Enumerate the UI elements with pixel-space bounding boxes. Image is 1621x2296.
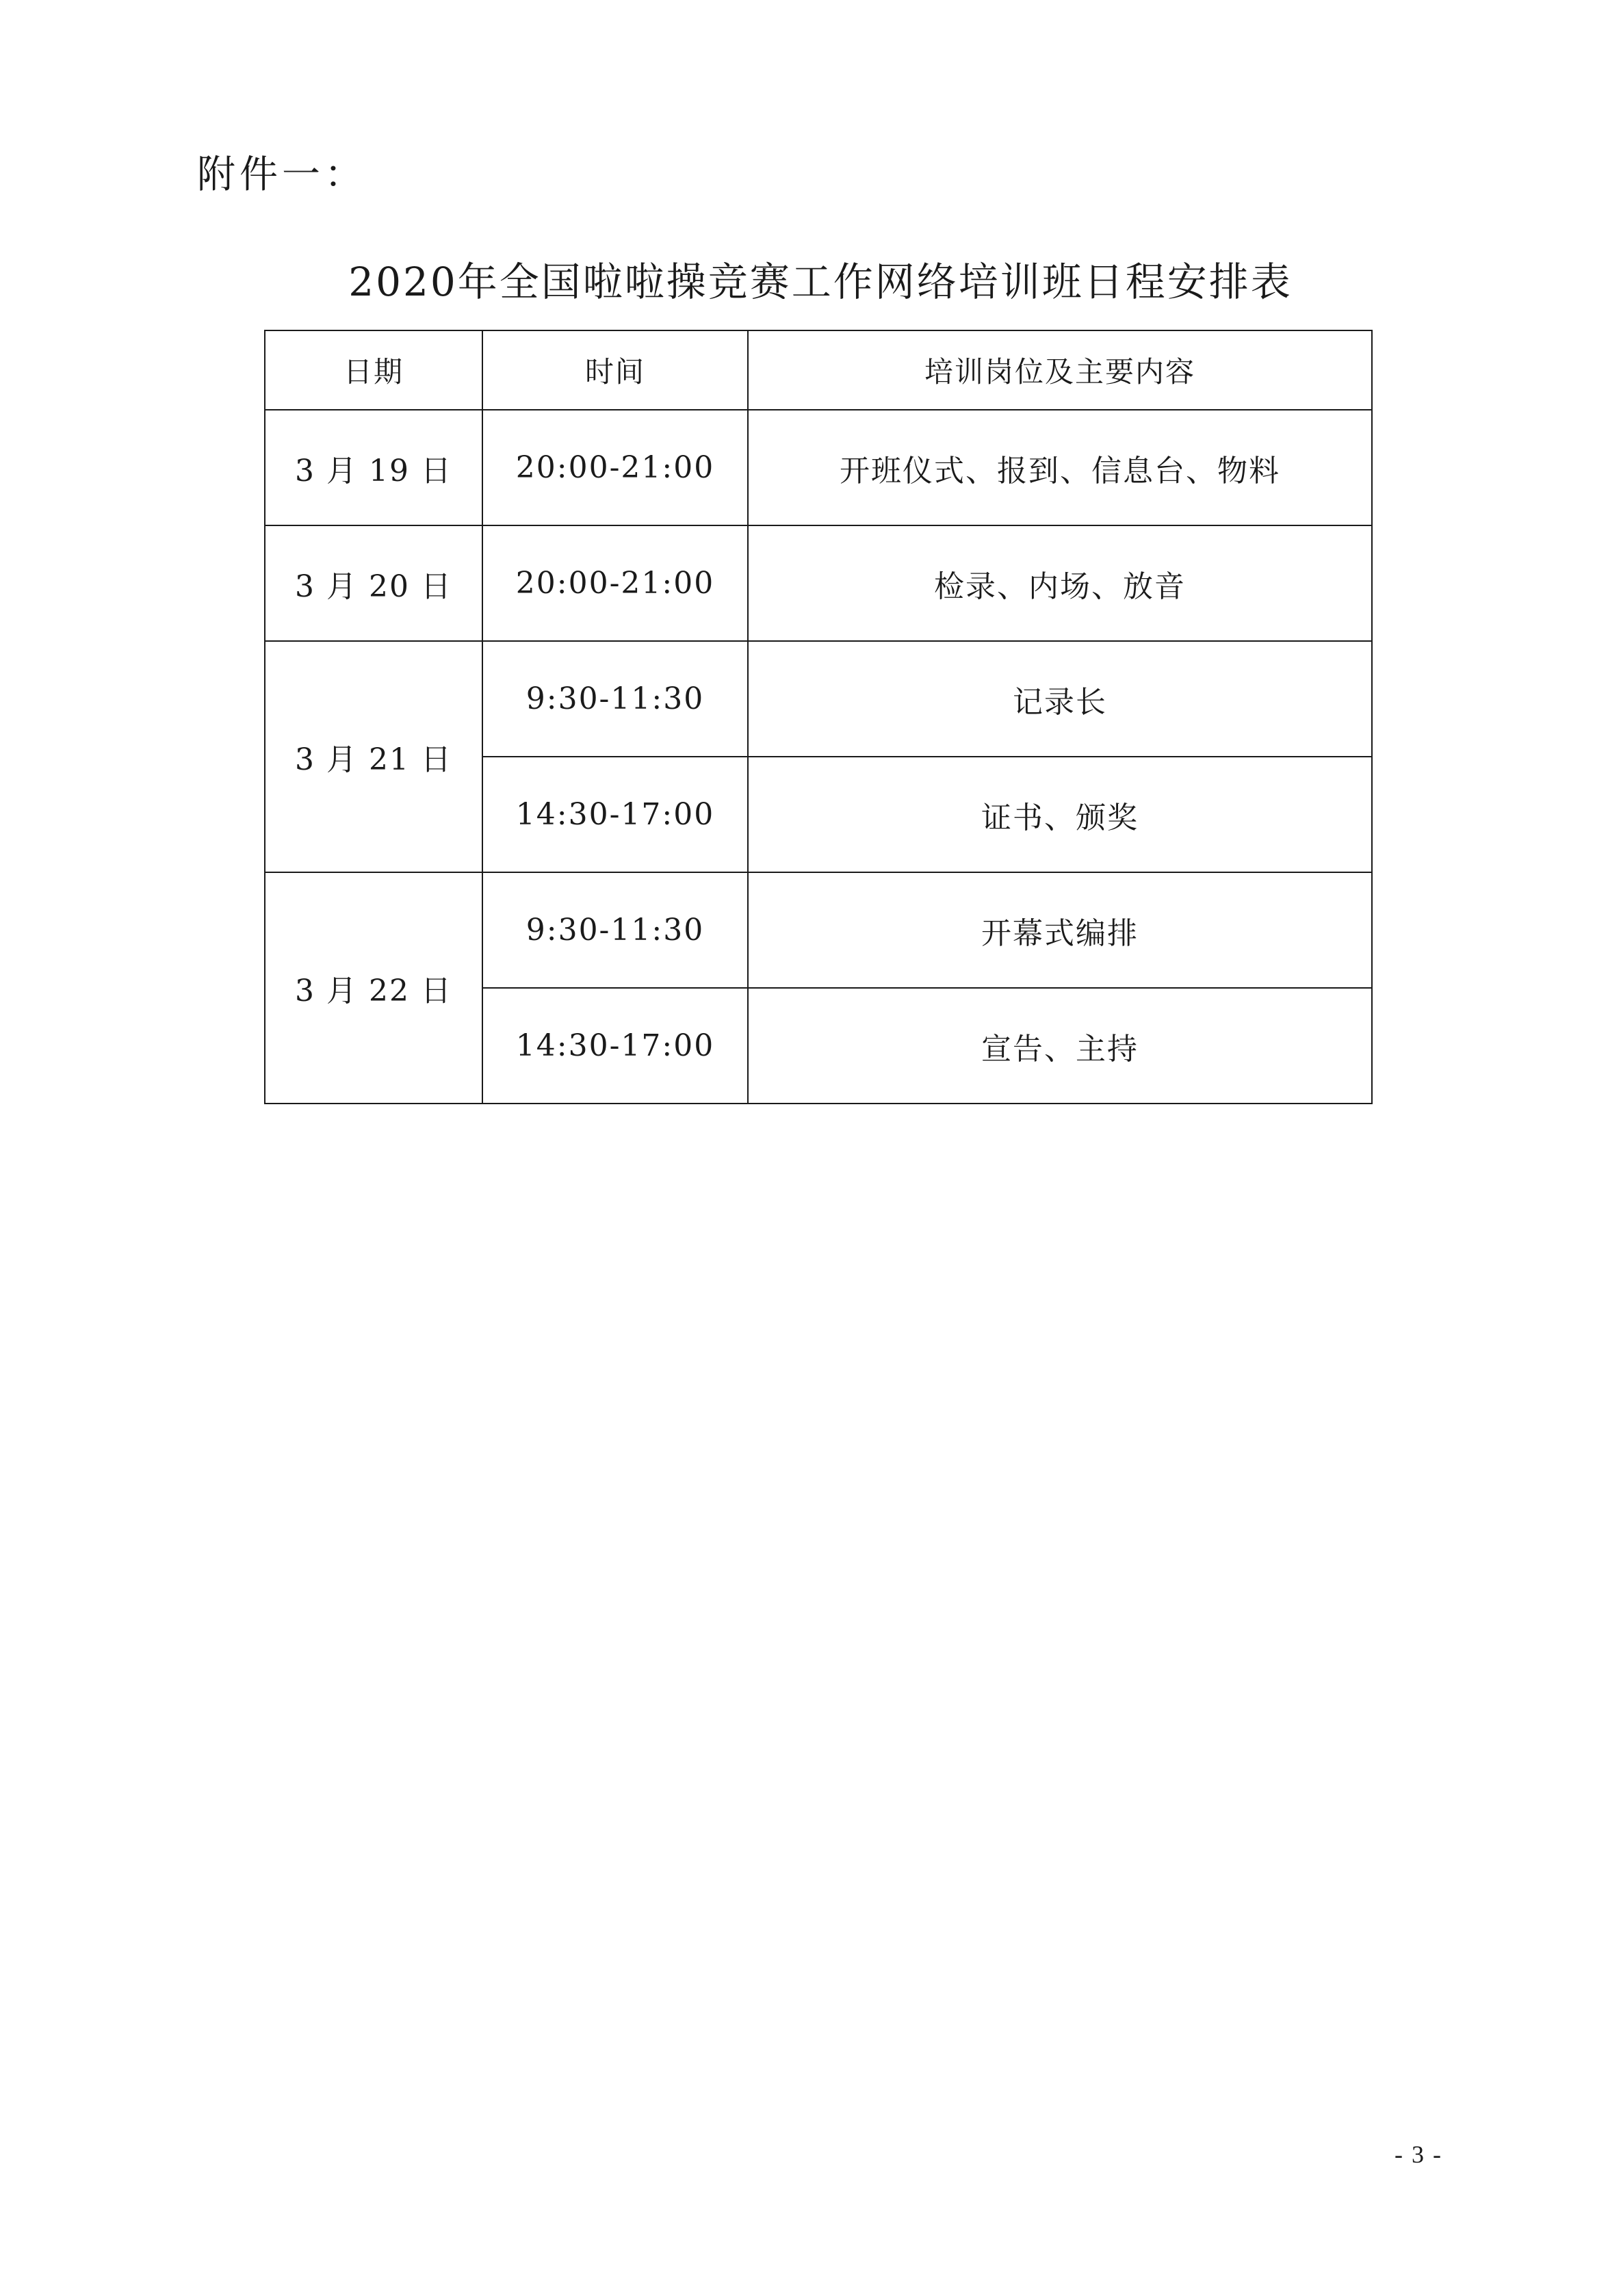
- cell-date: 3 月 21 日: [265, 641, 482, 872]
- cell-time: 20:00-21:00: [482, 525, 748, 641]
- cell-time: 9:30-11:30: [482, 641, 748, 757]
- table-row: [265, 525, 1372, 641]
- table-row: [265, 872, 1372, 988]
- attachment-label: 附件一：: [197, 153, 367, 197]
- cell-content: 宣告、主持: [748, 988, 1372, 1104]
- table-row: [265, 410, 1372, 525]
- document-title: 2020年全国啦啦操竞赛工作网络培训班日程安排表: [348, 259, 1293, 305]
- cell-date: 3 月 22 日: [265, 872, 482, 1104]
- page-number: - 3 -: [1395, 2141, 1442, 2168]
- cell-time: 9:30-11:30: [482, 872, 748, 988]
- table-header-row: [265, 330, 1372, 410]
- cell-content: 证书、颁奖: [748, 757, 1372, 872]
- schedule-table: [264, 330, 1373, 1104]
- cell-content: 开班仪式、报到、信息台、物料: [748, 410, 1372, 525]
- header-date: 日期: [265, 330, 482, 410]
- cell-content: 检录、内场、放音: [748, 525, 1372, 641]
- cell-time: 14:30-17:00: [482, 757, 748, 872]
- header-time: 时间: [482, 330, 748, 410]
- header-content: 培训岗位及主要内容: [748, 330, 1372, 410]
- cell-date: 3 月 19 日: [265, 410, 482, 525]
- cell-time: 20:00-21:00: [482, 410, 748, 525]
- cell-content: 开幕式编排: [748, 872, 1372, 988]
- table-row: [265, 641, 1372, 757]
- cell-date: 3 月 20 日: [265, 525, 482, 641]
- cell-time: 14:30-17:00: [482, 988, 748, 1104]
- cell-content: 记录长: [748, 641, 1372, 757]
